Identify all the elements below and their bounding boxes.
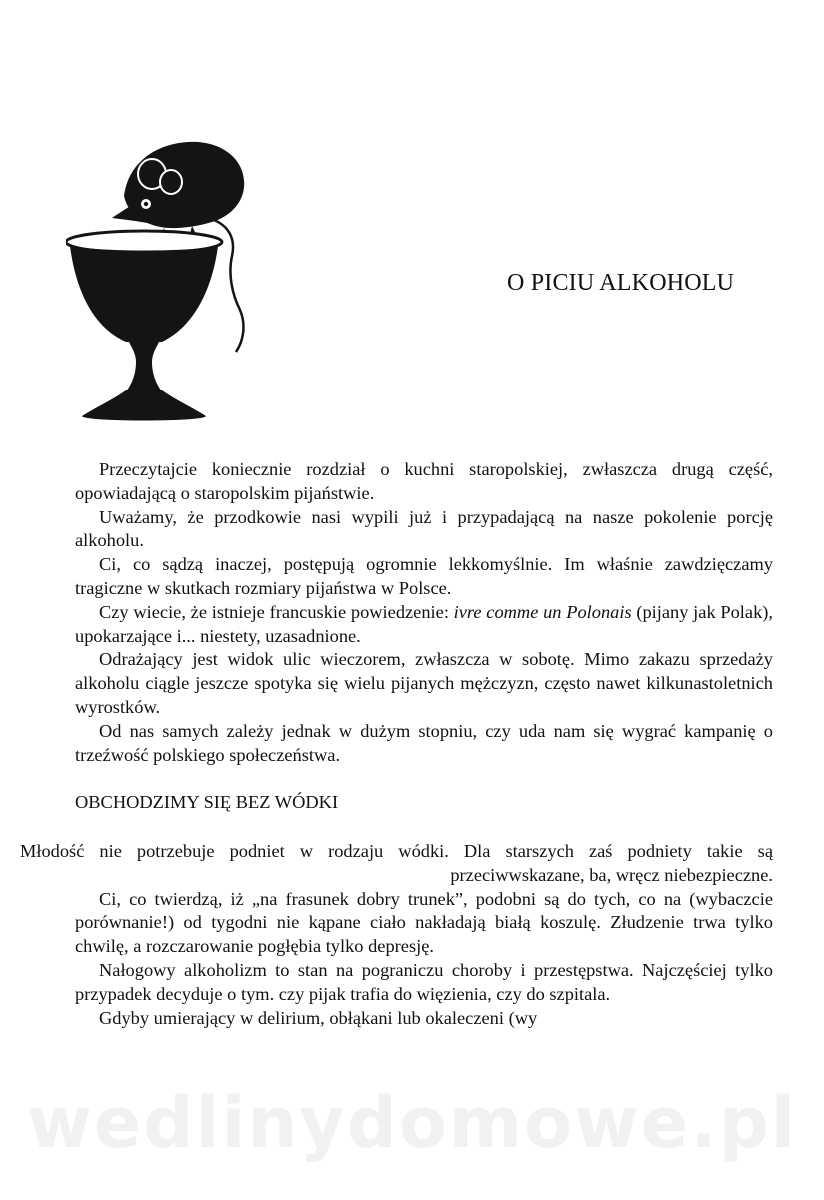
- section-paragraph: Ci, co twierdzą, iż „na frasunek dobry trunek”, podobni są do tych, co na (wybaczcie porównanie!) od tygodni nie kąpane ciało nakładają białą koszulę. Złudzenie trwa tylko chwilę, a rozczarowanie pogłębia tylko depresję.: [75, 888, 773, 957]
- intro-paragraph: Ci, co sądzą inaczej, postępują ogromnie lekkomyślnie. Im właśnie zawdzięczamy tragiczne w skutkach rozmiary pijaństwa w Polsce.: [75, 554, 773, 598]
- goblet-bowl: [70, 246, 218, 342]
- intro-text: [75, 458, 773, 767]
- goblet-base: [82, 390, 206, 421]
- intro-paragraph: [75, 601, 773, 649]
- intro-paragraph: Od nas samych zależy jednak w dużym stopniu, czy uda nam się wygrać kampanię o trzeźwość polskiego społeczeństwa.: [75, 720, 773, 765]
- goblet-stem: [126, 340, 162, 392]
- rat-on-goblet-icon: [66, 134, 284, 430]
- section-paragraph: Młodość nie potrzebuje podniet w rodzaju wódki. Dla starszych zaś podniety takie są przeciwwskazane, ba, wręcz niebezpieczne.: [20, 841, 773, 885]
- intro-paragraph-text: (pijany jak Polak), upokarzające i... niestety, uzasadnione.: [75, 601, 773, 646]
- rat-ear-front: [160, 170, 182, 194]
- intro-paragraph-text: Czy wiecie, że istnieje francuskie powiedzenie:: [99, 601, 454, 622]
- section-text: [20, 840, 773, 1030]
- chapter-title: O PICIU ALKOHOLU: [507, 270, 735, 296]
- section-paragraph: Nałogowy alkoholizm to stan na pograniczu choroby i przestępstwa. Najczęściej tylko przypadek decyduje o tym. czy pijak trafia do więzienia, czy do szpitala.: [75, 959, 773, 1004]
- intro-paragraph: Przeczytajcie koniecznie rozdział o kuchni staropolskiej, zwłaszcza drugą część, opowiadającą o staropolskim pijaństwie.: [75, 459, 773, 503]
- french-saying: ivre comme un Polonais: [453, 601, 632, 622]
- intro-paragraph: Uważamy, że przodkowie nasi wypili już i przypadającą na nasze pokolenie porcję alkoholu.: [75, 506, 773, 551]
- section-paragraph: Gdyby umierający w delirium, obłąkani lub okaleczeni (wy: [99, 1007, 538, 1028]
- intro-paragraph: Odrażający jest widok ulic wieczorem, zwłaszcza w sobotę. Mimo zakazu sprzedaży alkoholu ciągle jeszcze spotyka się wielu pijanych mężczyzn, często nawet kilkunastoletnich wyrostków.: [75, 649, 773, 717]
- watermark: wedlinydomowe.pl: [27, 1082, 797, 1164]
- rat-on-goblet-illustration: [66, 134, 284, 430]
- section-heading: OBCHODZIMY SIĘ BEZ WÓDKI: [75, 792, 339, 812]
